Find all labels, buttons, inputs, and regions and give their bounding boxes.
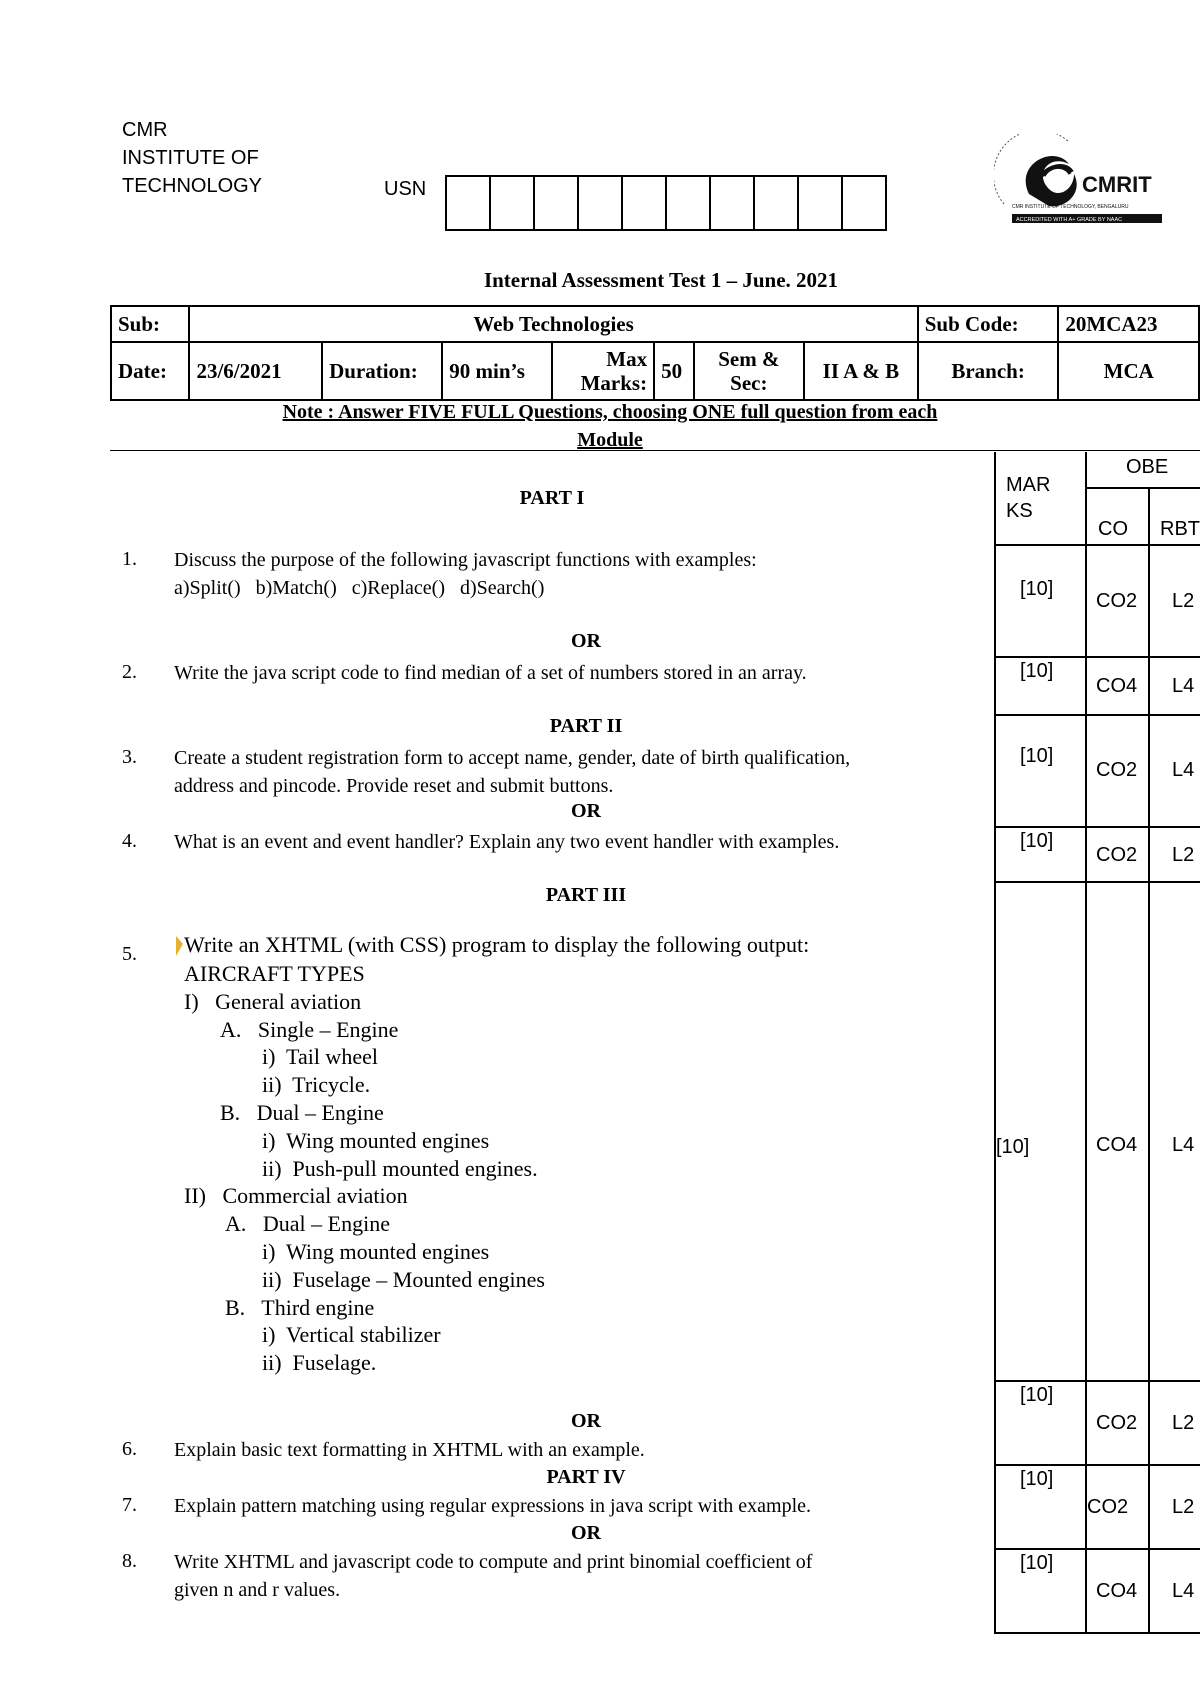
subcode-label: Sub Code: — [918, 306, 1059, 342]
part-heading: PART III — [545, 884, 627, 906]
question-number: 3. — [122, 746, 137, 768]
usn-box[interactable] — [491, 177, 535, 229]
outline-line: i) Wing mounted engines — [262, 1238, 490, 1264]
outline-line: i) Vertical stabilizer — [262, 1322, 441, 1348]
question-text — [174, 546, 757, 602]
marks-value: [10] — [996, 1136, 1030, 1158]
question-number: 8. — [122, 1550, 137, 1572]
institute-line: INSTITUTE OF — [122, 147, 259, 169]
co-value: CO4 — [1096, 1134, 1138, 1156]
usn-box[interactable] — [623, 177, 667, 229]
institute-line: TECHNOLOGY — [122, 175, 263, 197]
semsec-label-line: Sec: — [730, 371, 768, 395]
marker-icon — [174, 934, 184, 958]
marks-header-line: MAR — [1006, 474, 1051, 496]
rbt-value: L4 — [1172, 1580, 1195, 1602]
branch-label: Branch: — [918, 342, 1059, 400]
semsec-label — [694, 342, 804, 400]
outline-line: A. Single – Engine — [220, 1016, 399, 1042]
cmrit-logo — [994, 134, 1174, 234]
part-heading: PART II — [549, 715, 623, 737]
test-title: Internal Assessment Test 1 – June. 2021 — [483, 268, 839, 292]
maxmarks-value: 50 — [654, 342, 694, 400]
note-line: Module — [577, 429, 643, 451]
institute-line: CMR — [122, 119, 168, 141]
question-number: 4. — [122, 830, 137, 852]
co-value: CO2 — [1096, 590, 1138, 612]
rbt-header: RBT — [1160, 518, 1200, 540]
question-text — [174, 1436, 645, 1464]
semsec-label-line: Sem & — [718, 347, 780, 371]
question-text — [174, 828, 839, 856]
semsec-value: II A & B — [804, 342, 918, 400]
question-text — [174, 659, 807, 687]
outline-line: ii) Fuselage – Mounted engines — [262, 1266, 545, 1292]
maxmarks-label-line: Marks: — [580, 371, 648, 395]
marks-value: [10] — [1020, 830, 1054, 852]
marks-value: [10] — [1020, 578, 1054, 600]
question-line: Create a student registration form to accept name, gender, date of birth qualification, — [174, 747, 851, 769]
maxmarks-label — [552, 342, 654, 400]
outline-line: B. Third engine — [225, 1294, 375, 1320]
date-label: Date: — [111, 342, 189, 400]
co-value: CO2 — [1096, 759, 1138, 781]
outline-line: i) Tail wheel — [262, 1044, 378, 1070]
branch-value: MCA — [1058, 342, 1199, 400]
question-line: Discuss the purpose of the following javascript functions with examples: — [174, 549, 757, 571]
question-number: 6. — [122, 1438, 137, 1460]
outline-line: I) General aviation — [184, 988, 362, 1014]
logo-band-text: ACCREDITED WITH A+ GRADE BY NAAC — [1016, 217, 1123, 223]
date-value: 23/6/2021 — [189, 342, 322, 400]
info-table — [110, 305, 1200, 401]
note-line: Note : Answer FIVE FULL Questions, choosing ONE full question from each — [282, 401, 938, 423]
rbt-value: L4 — [1172, 675, 1195, 697]
or-separator: OR — [571, 1410, 601, 1432]
or-separator: OR — [571, 1522, 601, 1544]
outline-line: AIRCRAFT TYPES — [184, 961, 365, 986]
rbt-value: L4 — [1172, 1134, 1195, 1156]
usn-box[interactable] — [711, 177, 755, 229]
usn-box[interactable] — [535, 177, 579, 229]
outline-line: ii) Fuselage. — [262, 1350, 377, 1376]
or-separator: OR — [571, 630, 601, 652]
question-number: 2. — [122, 661, 137, 683]
outline-line: II) Commercial aviation — [184, 1183, 408, 1209]
question-number: 5. — [122, 943, 137, 965]
co-value: CO2 — [1096, 844, 1138, 866]
question-line: Explain pattern matching using regular expressions in java script with example. — [174, 1495, 812, 1517]
part-heading: PART IV — [546, 1466, 626, 1488]
instructions-note — [110, 398, 1110, 454]
institute-name — [122, 116, 262, 200]
marks-value: [10] — [1020, 1384, 1054, 1406]
aircraft-outline — [184, 960, 545, 1377]
question-text: Write an XHTML (with CSS) program to display the following output: — [184, 932, 810, 957]
outline-line: ii) Tricycle. — [262, 1072, 371, 1098]
or-separator: OR — [571, 800, 601, 822]
co-value: CO2 — [1087, 1496, 1129, 1518]
usn-box[interactable] — [843, 177, 885, 229]
question-text — [174, 1492, 811, 1520]
duration-value: 90 min’s — [442, 342, 552, 400]
rbt-value: L2 — [1172, 844, 1195, 866]
question-number: 1. — [122, 548, 137, 570]
part-heading: PART I — [519, 487, 585, 509]
duration-label: Duration: — [322, 342, 442, 400]
co-value: CO4 — [1096, 675, 1138, 697]
question-line: Write the java script code to find median of a set of numbers stored in an array. — [174, 662, 807, 684]
marks-value: [10] — [1020, 745, 1054, 767]
usn-boxes[interactable] — [445, 175, 887, 231]
usn-box[interactable] — [667, 177, 711, 229]
question-line: address and pincode. Provide reset and submit buttons. — [174, 775, 614, 797]
subject-name: Web Technologies — [189, 306, 917, 342]
question-line: Explain basic text formatting in XHTML with an example. — [174, 1439, 645, 1461]
marks-value: [10] — [1020, 1468, 1054, 1490]
usn-label: USN — [384, 178, 427, 200]
outline-line: B. Dual – Engine — [220, 1099, 384, 1125]
usn-box[interactable] — [799, 177, 843, 229]
question-line: given n and r values. — [174, 1579, 341, 1601]
co-value: CO2 — [1096, 1412, 1138, 1434]
usn-box[interactable] — [447, 177, 491, 229]
logo-text: CMRIT — [1082, 172, 1152, 197]
outline-line: i) Wing mounted engines — [262, 1127, 490, 1153]
usn-box[interactable] — [579, 177, 623, 229]
question-text — [174, 1548, 812, 1604]
rbt-value: L4 — [1172, 759, 1195, 781]
marks-value: [10] — [1020, 660, 1054, 682]
usn-box[interactable] — [755, 177, 799, 229]
maxmarks-label-line: Max — [606, 347, 648, 371]
co-header: CO — [1098, 518, 1128, 540]
outline-line: ii) Push-pull mounted engines. — [262, 1155, 538, 1181]
co-value: CO4 — [1096, 1580, 1138, 1602]
rbt-value: L2 — [1172, 1412, 1195, 1434]
question-line: a)Split() b)Match() c)Replace() d)Search() — [174, 577, 545, 599]
obe-header: OBE — [1126, 456, 1169, 478]
subcode-value: 20MCA23 — [1058, 306, 1199, 342]
marks-value: [10] — [1020, 1552, 1054, 1574]
sub-label: Sub: — [111, 306, 189, 342]
logo-subtext: CMR INSTITUTE OF TECHNOLOGY, BENGALURU — [1012, 204, 1129, 210]
rbt-value: L2 — [1172, 590, 1195, 612]
question-text — [174, 744, 850, 800]
question-number: 7. — [122, 1494, 137, 1516]
question-line: Write XHTML and javascript code to compute and print binomial coefficient of — [174, 1551, 813, 1573]
outline-line: A. Dual – Engine — [225, 1211, 390, 1237]
rbt-value: L2 — [1172, 1496, 1195, 1518]
marks-header-line: KS — [1006, 500, 1033, 522]
question-line: What is an event and event handler? Explain any two event handler with examples. — [174, 831, 840, 853]
divider — [110, 450, 1200, 451]
